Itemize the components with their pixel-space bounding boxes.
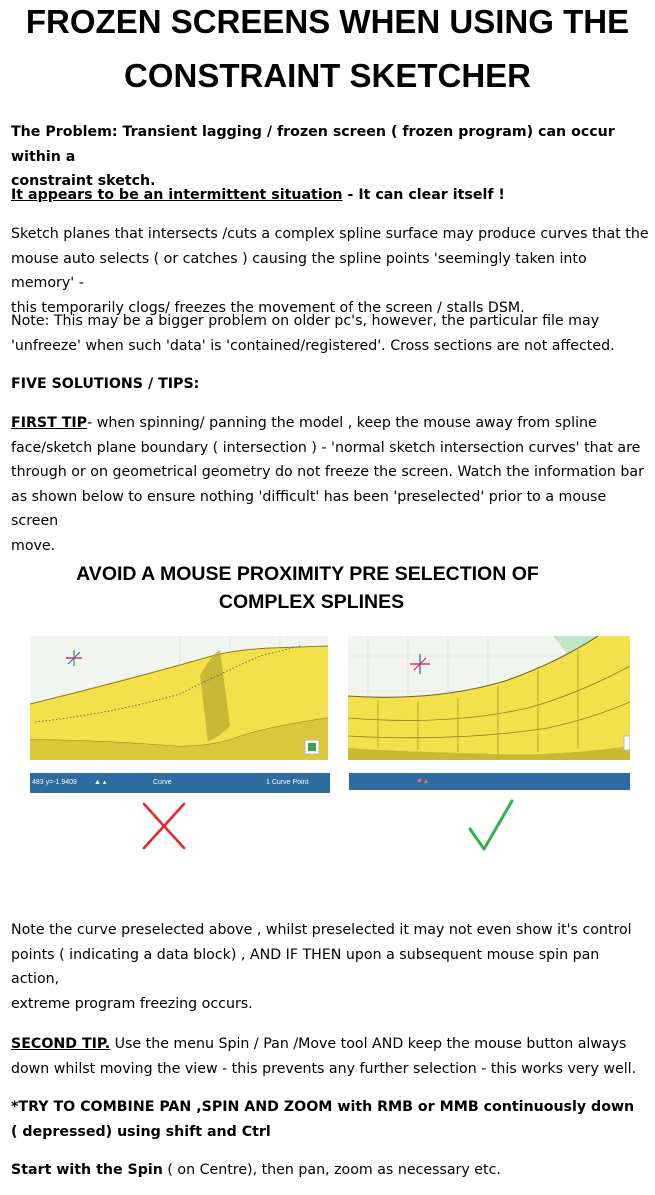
status-alert-icon: ● ▴ <box>417 776 429 785</box>
combine-line-2: ( depressed) using shift and Ctrl <box>11 1123 271 1140</box>
second-tip-line-2: down whilst moving the view - this prevents any further selection - this works very well. <box>11 1060 637 1077</box>
title-line-1: FROZEN SCREENS WHEN USING THE <box>25 3 630 40</box>
problem-line-1: The Problem: Transient lagging / frozen screen ( frozen program) can occur within a <box>11 124 615 165</box>
five-solutions-heading: FIVE SOLUTIONS / TIPS: <box>11 376 200 392</box>
right-viewport-graphic <box>348 636 630 760</box>
right-viewport-screenshot <box>348 636 630 760</box>
status-coords: 483 y=-1.9409 <box>32 779 77 786</box>
sketch-line-3: this temporarily clogs/ freezes the movement of the screen / stalls DSM. <box>11 299 525 316</box>
intermittent-underlined: It appears to be an intermittent situation <box>11 187 343 203</box>
note-curve-line-2: points ( indicating a data block) , AND IF THEN upon a subsequent mouse spin pan action, <box>11 946 600 987</box>
note-curve-line-3: extreme program freezing occurs. <box>11 995 253 1012</box>
intermittent-line <box>11 183 651 208</box>
note-line-1: Note: This may be a bigger problem on older pc's, however, the particular file may <box>11 313 600 329</box>
right-status-bar <box>349 773 630 790</box>
intermittent-rest: - It can clear itself ! <box>342 187 505 203</box>
second-tip-line-1: SECOND TIP. Use the menu Spin / Pan /Move tool AND keep the mouse button always <box>11 1036 627 1052</box>
combine-line-1: *TRY TO COMBINE PAN ,SPIN AND ZOOM with RMB or MMB continuously down <box>11 1099 635 1115</box>
first-tip-line-4: as shown below to ensure nothing 'difficult' has been 'preselected' prior to a mouse screen <box>11 488 607 529</box>
status-type: Curve <box>153 779 172 786</box>
green-check-icon <box>466 797 516 853</box>
status-info: 1 Curve Point <box>266 779 309 786</box>
red-cross-icon <box>140 800 188 852</box>
note-curve-paragraph <box>11 918 651 1016</box>
note-curve-line-1: Note the curve preselected above , whilst preselected it may not even show it's control <box>11 922 632 938</box>
status-filter-icon: ▲ ▴ <box>94 779 107 786</box>
sketch-line-1: Sketch planes that intersects /cuts a complex spline surface may produce curves that the <box>11 226 649 242</box>
second-tip-paragraph <box>11 1032 651 1081</box>
first-tip-line-2: face/sketch plane boundary ( intersection ) - 'normal sketch intersection curves' that are <box>11 439 641 456</box>
left-status-bar <box>30 773 330 793</box>
first-tip-paragraph <box>11 411 651 558</box>
problem-line-2: constraint sketch. <box>11 173 156 189</box>
left-viewport-screenshot <box>30 636 328 760</box>
first-tip-line-3: through or on geometrical geometry do not freeze the screen. Watch the information bar <box>11 464 644 480</box>
first-tip-line-5: move. <box>11 537 56 554</box>
second-tip-label: SECOND TIP. <box>11 1036 111 1052</box>
note-paragraph <box>11 309 651 358</box>
start-line <box>11 1158 651 1183</box>
first-tip-label: FIRST TIP <box>11 415 88 431</box>
avoid-heading-line-1: AVOID A MOUSE PROXIMITY PRE SELECTION OF <box>76 563 539 585</box>
first-tip-line-1: FIRST TIP- when spinning/ panning the model , keep the mouse away from spline <box>11 415 597 431</box>
left-viewport-graphic <box>30 636 328 760</box>
note-line-2: 'unfreeze' when such 'data' is 'contained/registered'. Cross sections are not affected. <box>11 337 615 354</box>
avoid-heading-line-2: COMPLEX SPLINES <box>218 591 405 613</box>
sketch-paragraph <box>11 222 651 320</box>
start-rest: ( on Centre), then pan, zoom as necessary etc. <box>162 1162 501 1178</box>
start-bold: Start with the Spin <box>11 1162 163 1178</box>
sketch-line-2: mouse auto selects ( or catches ) causing the spline points 'seemingly taken into memory' - <box>11 250 587 291</box>
title-line-2: CONSTRAINT SKETCHER <box>123 57 531 94</box>
combine-paragraph <box>11 1095 651 1144</box>
